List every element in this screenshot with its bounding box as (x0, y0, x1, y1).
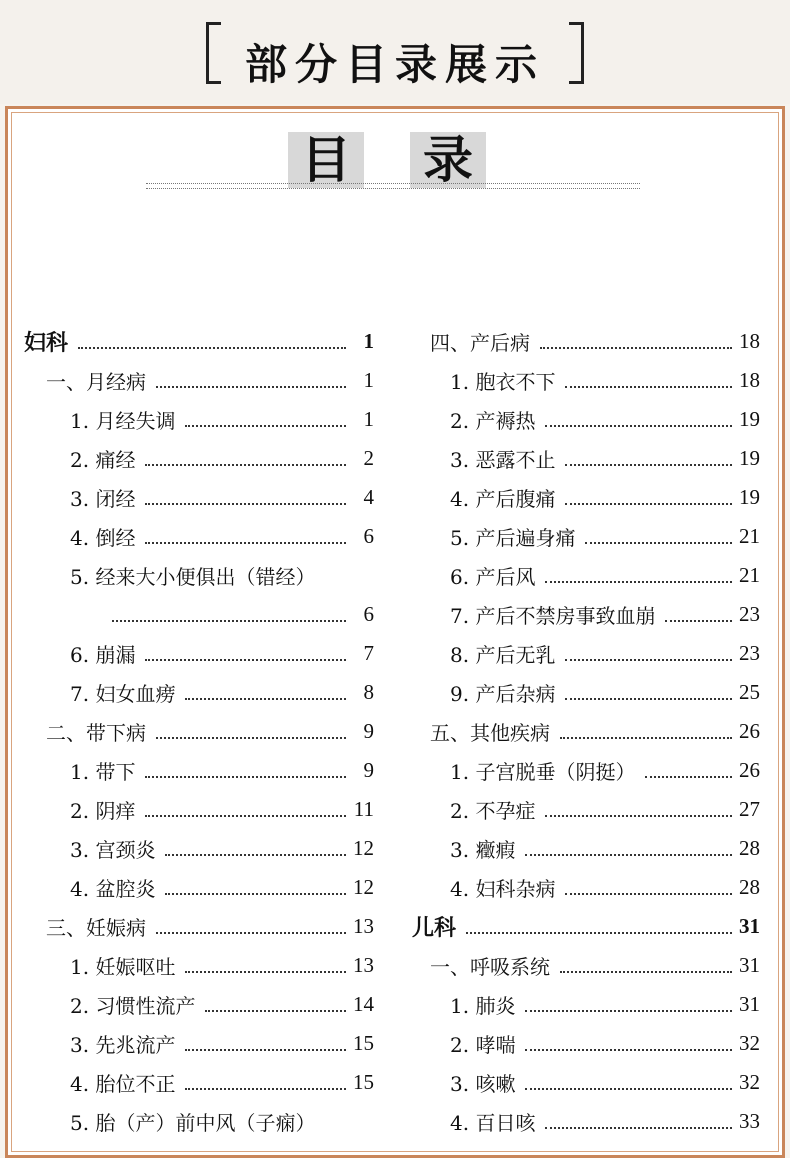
right-bracket (569, 22, 584, 84)
toc-entry-label: 5. 产后遍身痛 (450, 526, 576, 550)
dot-leader (545, 815, 732, 817)
toc-entry-page: 12 (353, 836, 374, 860)
toc-entry (24, 400, 374, 439)
toc-entry-label: 4. 胎位不正 (70, 1072, 176, 1096)
toc-entry-page: 15 (353, 1070, 374, 1094)
toc-entry-label: 3. 先兆流产 (70, 1033, 176, 1057)
dot-leader (165, 893, 346, 895)
dot-leader (185, 1088, 346, 1090)
toc-entry (412, 790, 760, 829)
toc-entry (24, 478, 374, 517)
toc-entry-label: 1. 妊娠呕吐 (70, 955, 176, 979)
toc-entry (24, 673, 374, 712)
toc-entry-label: 二、带下病 (46, 721, 146, 745)
dot-leader (112, 620, 346, 622)
toc-entry (412, 1063, 760, 1102)
toc-entry-page: 1 (363, 368, 374, 392)
toc-entry-page: 32 (739, 1070, 760, 1094)
toc-entry-label: 4. 妇科杂病 (450, 877, 556, 901)
dot-leader (525, 1088, 732, 1090)
toc-entry (24, 985, 374, 1024)
toc-entry (24, 751, 374, 790)
dot-leader (466, 932, 732, 934)
toc-entry-page: 13 (353, 914, 374, 938)
toc-entry-label: 4. 盆腔炎 (70, 877, 156, 901)
toc-entry-label: 四、产后病 (430, 331, 530, 355)
toc-entry (412, 946, 760, 985)
toc-entry-label: 1. 胞衣不下 (450, 370, 556, 394)
toc-entry-label: 五、其他疾病 (430, 721, 550, 745)
toc-entry (412, 673, 760, 712)
toc-entry (24, 439, 374, 478)
dot-leader (565, 464, 732, 466)
toc-entry-page: 31 (739, 914, 760, 938)
toc-entry-page: 13 (353, 953, 374, 977)
toc-entry-label: 2. 哮喘 (450, 1033, 516, 1057)
toc-title (288, 132, 486, 188)
toc-title-char: 目 (288, 132, 364, 188)
toc-entry-page: 33 (739, 1109, 760, 1133)
header-banner (0, 0, 790, 104)
toc-entry-label: 2. 不孕症 (450, 799, 536, 823)
toc-entry-page: 1 (363, 407, 374, 431)
toc-entry-label: 儿科 (412, 915, 457, 941)
toc-entry-page: 26 (739, 719, 760, 743)
dot-leader (145, 815, 346, 817)
toc-entry-page: 28 (739, 875, 760, 899)
dot-leader (560, 737, 732, 739)
toc-entry (412, 439, 760, 478)
toc-entry-page: 15 (353, 1031, 374, 1055)
toc-entry-label: 3. 闭经 (70, 487, 136, 511)
toc-entry (412, 1102, 760, 1141)
toc-entry (24, 1024, 374, 1063)
dot-leader (545, 425, 732, 427)
toc-entry (412, 868, 760, 907)
toc-entry (412, 712, 760, 751)
toc-entry (24, 361, 374, 400)
toc-entry-label: 3. 宫颈炎 (70, 838, 156, 862)
toc-entry (24, 517, 374, 556)
toc-entry-page: 4 (363, 485, 374, 509)
dot-leader (156, 932, 346, 934)
toc-entry-page: 25 (739, 680, 760, 704)
toc-entry-label: 三、妊娠病 (46, 916, 146, 940)
toc-entry-label: 一、呼吸系统 (430, 955, 550, 979)
toc-entry-page: 21 (739, 563, 760, 587)
dot-leader (145, 464, 346, 466)
toc-entry (412, 595, 760, 634)
toc-entry-page: 14 (353, 992, 374, 1016)
toc-entry-page: 19 (739, 485, 760, 509)
toc-entry (412, 985, 760, 1024)
toc-entry-page: 9 (363, 719, 374, 743)
toc-column-left (24, 322, 374, 1141)
toc-entry-label: 1. 肺炎 (450, 994, 516, 1018)
toc-entry-label: 6. 崩漏 (70, 643, 136, 667)
dot-leader (565, 698, 732, 700)
dot-leader (185, 971, 346, 973)
toc-entry-label: 3. 咳嗽 (450, 1072, 516, 1096)
toc-entry-label: 5. 胎（产）前中风（子痫） (70, 1111, 316, 1135)
toc-column-right (412, 322, 760, 1141)
title-rule (146, 183, 640, 189)
toc-entry-page: 23 (739, 641, 760, 665)
toc-entry-label: 4. 产后腹痛 (450, 487, 556, 511)
left-bracket (206, 22, 221, 84)
toc-entry-page: 31 (739, 992, 760, 1016)
dot-leader (560, 971, 732, 973)
toc-entry (24, 829, 374, 868)
dot-leader (205, 1010, 346, 1012)
dot-leader (585, 542, 732, 544)
dot-leader (165, 854, 346, 856)
dot-leader (145, 542, 346, 544)
dot-leader (525, 854, 732, 856)
toc-entry-page: 6 (363, 524, 374, 548)
toc-entry-page: 21 (739, 524, 760, 548)
toc-entry-label: 一、月经病 (46, 370, 146, 394)
dot-leader (545, 1127, 732, 1129)
toc-entry (24, 556, 374, 595)
toc-entry-label: 9. 产后杂病 (450, 682, 556, 706)
dot-leader (185, 1049, 346, 1051)
toc-entry-label: 4. 倒经 (70, 526, 136, 550)
toc-entry-label: 2. 产褥热 (450, 409, 536, 433)
toc-entry-label: 1. 子宫脱垂（阴挺） (450, 760, 636, 784)
toc-entry-page: 19 (739, 446, 760, 470)
toc-entry-page: 27 (739, 797, 760, 821)
dot-leader (185, 698, 346, 700)
toc-entry-label: 7. 妇女血痨 (70, 682, 176, 706)
toc-entry-label: 2. 阴痒 (70, 799, 136, 823)
dot-leader (156, 737, 346, 739)
toc-entry (412, 634, 760, 673)
toc-entry-page: 12 (353, 875, 374, 899)
toc-entry-label: 5. 经来大小便俱出（错经） (70, 565, 316, 589)
toc-entry-label: 8. 产后无乳 (450, 643, 556, 667)
banner-frame (206, 22, 584, 94)
toc-entry-page: 2 (363, 446, 374, 470)
dot-leader (665, 620, 732, 622)
dot-leader (565, 503, 732, 505)
toc-entry-page: 28 (739, 836, 760, 860)
toc-entry-label: 3. 癥瘕 (450, 838, 516, 862)
toc-entry-label: 6. 产后风 (450, 565, 536, 589)
dot-leader (645, 776, 732, 778)
toc-entry (412, 556, 760, 595)
toc-entry (24, 712, 374, 751)
toc-entry (24, 1063, 374, 1102)
toc-entry-page: 8 (363, 680, 374, 704)
dot-leader (156, 386, 346, 388)
toc-entry-page: 9 (363, 758, 374, 782)
toc-entry-page: 18 (739, 368, 760, 392)
toc-entry-page: 31 (739, 953, 760, 977)
toc-entry-page: 18 (739, 329, 760, 353)
toc-entry-label: 7. 产后不禁房事致血崩 (450, 604, 656, 628)
dot-leader (565, 893, 732, 895)
toc-entry (24, 595, 374, 634)
toc-entry-page: 23 (739, 602, 760, 626)
toc-entry (24, 1102, 374, 1141)
toc-entry-page: 32 (739, 1031, 760, 1055)
toc-entry-label: 1. 带下 (70, 760, 136, 784)
dot-leader (185, 425, 346, 427)
toc-title-char: 录 (410, 132, 486, 188)
dot-leader (145, 776, 346, 778)
toc-entry (412, 907, 760, 946)
toc-entry (412, 829, 760, 868)
toc-entry (412, 517, 760, 556)
dot-leader (540, 347, 732, 349)
toc-entry-page: 1 (363, 329, 374, 353)
toc-entry (24, 790, 374, 829)
dot-leader (145, 503, 346, 505)
dot-leader (78, 347, 346, 349)
toc-entry (24, 634, 374, 673)
toc-entry-label: 4. 百日咳 (450, 1111, 536, 1135)
toc-entry (412, 478, 760, 517)
toc-entry-page: 11 (353, 797, 374, 821)
toc-entry (412, 322, 760, 361)
dot-leader (525, 1010, 732, 1012)
dot-leader (145, 659, 346, 661)
dot-leader (525, 1049, 732, 1051)
dot-leader (565, 659, 732, 661)
toc-entry-page: 19 (739, 407, 760, 431)
toc-entry (412, 751, 760, 790)
toc-entry-page: 6 (363, 602, 374, 626)
dot-leader (565, 386, 732, 388)
toc-entry (412, 1024, 760, 1063)
toc-entry-label: 妇科 (24, 330, 69, 356)
toc-entry-label: 3. 恶露不止 (450, 448, 556, 472)
toc-entry-page: 7 (363, 641, 374, 665)
toc-entry (412, 361, 760, 400)
toc-entry (24, 868, 374, 907)
toc-entry-label: 2. 习惯性流产 (70, 994, 196, 1018)
toc-entry-label: 2. 痛经 (70, 448, 136, 472)
banner-title: 部分目录展示 (244, 40, 545, 89)
toc-entry (24, 322, 374, 361)
toc-entry-page: 26 (739, 758, 760, 782)
toc-entry (412, 400, 760, 439)
toc-entry (24, 946, 374, 985)
toc-entry-label: 1. 月经失调 (70, 409, 176, 433)
toc-entry (24, 907, 374, 946)
dot-leader (545, 581, 732, 583)
